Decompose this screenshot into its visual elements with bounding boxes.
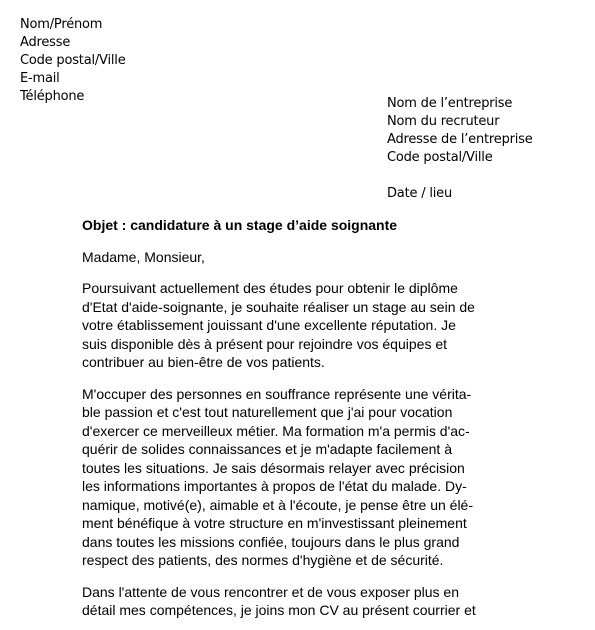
paragraph-intro — [82, 279, 522, 372]
letter-salutation: Madame, Monsieur, — [82, 248, 205, 265]
paragraph-line: détail mes compétences, je joins mon CV au présent courrier et — [82, 602, 476, 618]
sender-block — [20, 16, 126, 106]
paragraph-line: les informations importantes à propos de l'état du malade. Dy- — [82, 478, 467, 494]
sender-address: Adresse — [20, 35, 71, 50]
paragraph-motivation — [82, 385, 522, 570]
recipient-address: Adresse de l’entreprise — [387, 132, 533, 147]
paragraph-line: namique, motivé(e), aimable et à l'écoute, je pense être un élé- — [82, 496, 474, 513]
recipient-block — [387, 95, 533, 167]
paragraph-line: dans toutes les missions confiée, toujours dans le plus grand — [82, 533, 460, 550]
sender-name: Nom/Prénom — [20, 17, 103, 32]
recipient-recruiter: Nom du recruteur — [387, 114, 500, 129]
recipient-company: Nom de l’entreprise — [387, 96, 513, 111]
paragraph-line: ment bénéfique à votre structure en m'investissant pleinement — [82, 515, 467, 531]
paragraph-line: d'exercer ce merveilleux métier. Ma formation m'a permis d'ac- — [82, 422, 470, 439]
paragraph-line: d'Etat d'aide-soignante, je souhaite réaliser un stage au sein de — [82, 298, 475, 315]
letter-body — [82, 216, 522, 620]
sender-email: E-mail — [20, 71, 60, 86]
sender-postal-city: Code postal/Ville — [20, 53, 126, 68]
paragraph-line: M'occuper des personnes en souffrance représente une vérita- — [82, 385, 472, 402]
paragraph-line: Poursuivant actuellement des études pour obtenir le diplôme — [82, 280, 458, 296]
sender-phone: Téléphone — [20, 89, 85, 104]
paragraph-line: Dans l'attente de vous rencontrer et de vous exposer plus en — [82, 583, 460, 600]
paragraph-line: contribuer au bien-être de vos patients. — [82, 354, 325, 370]
paragraph-line: ble passion et c'est tout naturellement que j'ai pour vocation — [82, 404, 453, 420]
paragraph-line: respect des patients, des normes d'hygiène et de sécurité. — [82, 552, 444, 568]
paragraph-line: toutes les situations. Je sais désormais relayer avec précision — [82, 459, 465, 476]
date-place: Date / lieu — [387, 186, 452, 201]
paragraph-line: quérir de solides connaissances et je m'adapte facilement à — [82, 441, 452, 457]
paragraph-closing — [82, 583, 522, 620]
letter-subject: Objet : candidature à un stage d’aide soignante — [82, 217, 398, 233]
paragraph-line: suis disponible dès à présent pour rejoindre vos équipes et — [82, 335, 448, 352]
recipient-postal-city: Code postal/Ville — [387, 150, 493, 165]
paragraph-line: votre établissement jouissant d'une excellente réputation. Je — [82, 317, 456, 333]
